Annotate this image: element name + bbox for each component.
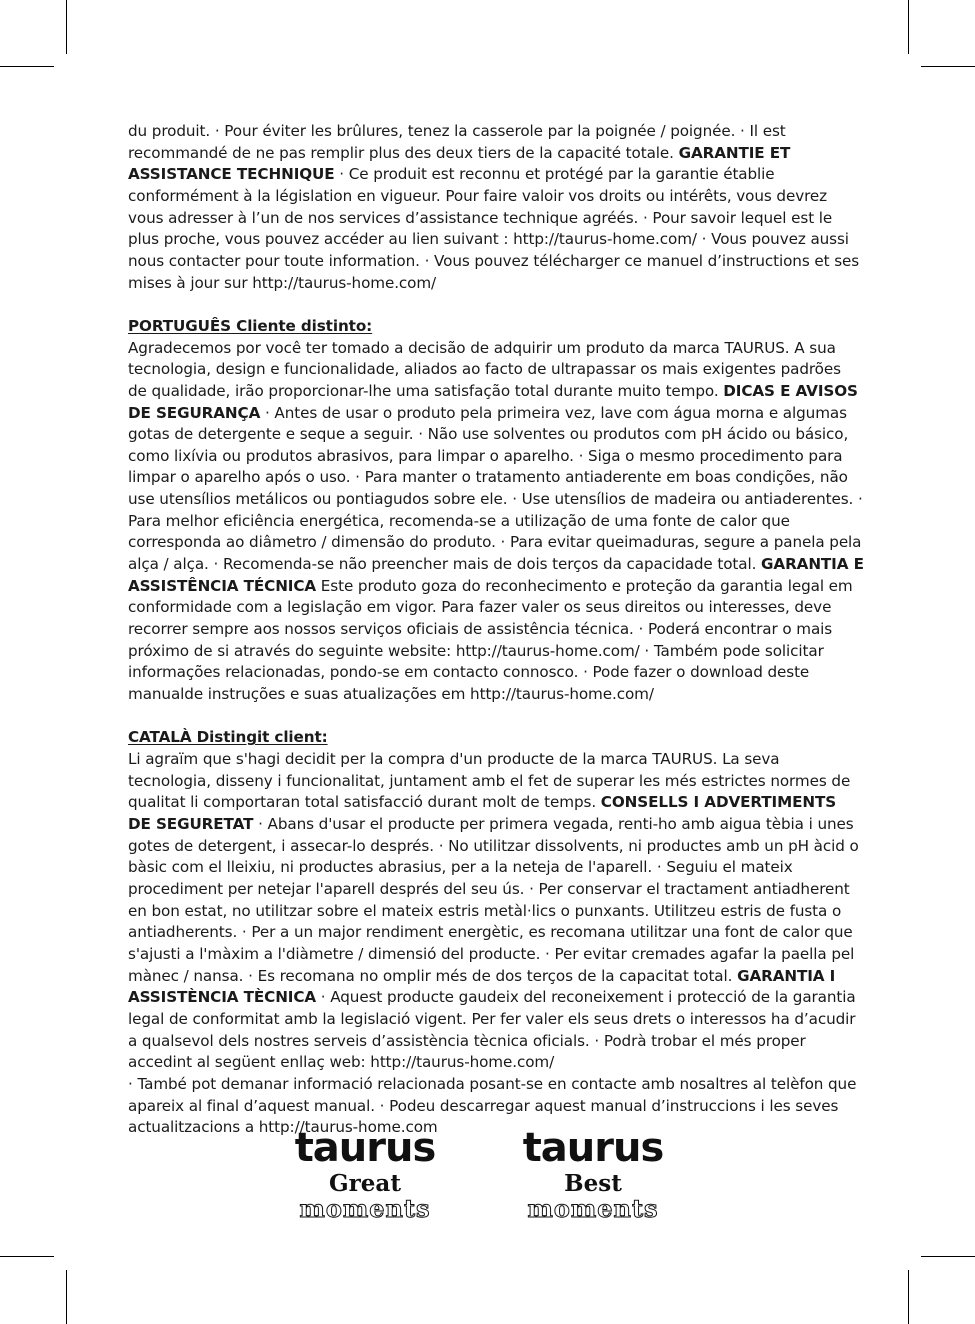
crop-mark-top-left-v bbox=[66, 0, 67, 54]
section-bold-heading: GARANTIA E ASSISTÊNCIA TÉCNICA bbox=[128, 555, 864, 595]
crop-mark-top-right-h bbox=[921, 66, 975, 67]
portuguese-heading bbox=[128, 316, 864, 338]
crop-mark-bottom-right-v bbox=[908, 1270, 909, 1324]
body-text-run: du produit. · Pour éviter les brûlures, tenez la casserole par la poignée / poignée. · Il est recommandé de ne pas remplir plus des deux tiers de la capacité totale. bbox=[128, 122, 786, 162]
logo-tagline-top: Best bbox=[564, 1170, 622, 1197]
manual-text bbox=[128, 121, 864, 1139]
catalan-heading-text: CATALÀ Distingit client: bbox=[128, 728, 328, 747]
section-bold-heading: DICAS E AVISOS DE SEGURANÇA bbox=[128, 381, 858, 422]
logo-tagline-bottom: moments bbox=[299, 1194, 431, 1223]
body-text-run: · Antes de usar o produto pela primeira vez, lave com água morna e algumas gotas de detergente e seque a seguir. · Não use solventes ou produtos com pH ácido ou básico, como lixívia ou produtos abrasivos, para limpar o aparelho. · Siga o mesmo procedimento para limpar o aparelho após o uso. · Para manter o tratamento antiaderente em boas condições, não use utensílios metálicos ou pontiagudos sobre ele. · Use utensílios de madeira ou antiaderentes. · Para melhor eficiência energética, recomenda-se a utilização de uma fonte de calor que corresponda ao diâmetro / dimensão do produto. · Para evitar queimaduras, segure a panela pela alça / alça. · Recomenda-se não preencher mais de dois terços da capacidade total. bbox=[128, 403, 863, 574]
french-section-tail bbox=[128, 121, 864, 294]
body-text-run: Este produto goza do reconhecimento e proteção da garantia legal em conformidade com a legislação em vigor. Para fazer valer os seus direitos ou interesses, deve recorrer sempre aos nossos serviços oficiais de assistência técnica. · Poderá encontrar o mais próximo de si através do seguinte website: http://taurus-home.com/ · Também pode solicitar informações relacionadas, pondo-se em contacto connosco. · Pode fazer o download deste manualde instruções e suas atualizações em http://taurus-home.com/ bbox=[128, 576, 853, 704]
body-text-run: Agradecemos por você ter tomado a decisão de adquirir um produto da marca TAURUS. A sua tecnologia, design e funcionalidade, aliados ao facto de ultrapassar os mais exigentes padrões de qualidade, irão proporcionar-lhe uma satisfação total durante muito tempo. bbox=[128, 338, 841, 400]
catalan-heading bbox=[128, 727, 864, 749]
section-bold-heading: CONSELLS I ADVERTIMENTS DE SEGURETAT bbox=[128, 793, 837, 833]
body-text-run: · Aquest producte gaudeix del reconeixement i protecció de la garantia legal de conformitat amb la legislació vigent. Per fer valer els seus drets o interessos ha d’acudir a qualsevol dels nostres serveis d’assistència tècnica oficials. · Podrà trobar el més proper accedint al següent enllaç web: http://taurus-home.com/ bbox=[128, 988, 856, 1072]
section-bold-heading: GARANTIA I ASSISTÈNCIA TÈCNICA bbox=[128, 966, 836, 1007]
crop-mark-bottom-left-h bbox=[0, 1256, 54, 1257]
body-text-run: · També pot demanar informació relacionada posant-se en contacte amb nosaltres al telèfon que apareix al final d’aquest manual. · Podeu descarregar aquest manual d’instruccions i les seves actualitzacions a http://taurus-home.com bbox=[128, 1074, 857, 1137]
catalan-body bbox=[128, 749, 864, 1139]
crop-mark-top-right-v bbox=[908, 0, 909, 54]
section-bold-heading: GARANTIE ET ASSISTANCE TECHNIQUE bbox=[128, 143, 791, 184]
portuguese-body bbox=[128, 338, 864, 706]
taurus-best-moments-logo bbox=[508, 1125, 678, 1223]
taurus-great-moments-logo bbox=[280, 1125, 450, 1223]
crop-mark-bottom-left-v bbox=[66, 1270, 67, 1324]
body-text-run: Li agraïm que s'hagi decidit per la compra d'un producte de la marca TAURUS. La seva tecnologia, disseny i funcionalitat, juntament amb el fet de superar les més estrictes normes de qualitat li comportaran total satisfacció durant molt de temps. bbox=[128, 750, 851, 812]
taurus-brand-wordmark: taurus bbox=[294, 1125, 436, 1171]
logo-tagline-bottom: moments bbox=[527, 1194, 659, 1223]
crop-mark-bottom-right-h bbox=[921, 1256, 975, 1257]
crop-mark-top-left-h bbox=[0, 66, 54, 67]
body-text-run: · Abans d'usar el producte per primera vegada, renti-ho amb aigua tèbia i unes gotes de detergent, i assecar-lo després. · No utilitzar dissolvents, ni productes amb un pH àcid o bàsic com el lleixiu, ni productes abrasius, per a la neteja de l'aparell. · Seguiu el mateix procediment per netejar l'aparell després del seu ús. · Per conservar el tractament antiadherent en bon estat, no utilitzar sobre el mateix estris metàl·lics o punxants. Utilitzeu estris de fusta o antiadherents. · Per a un major rendiment energètic, es recomana utilitzar una font de calor que s'ajusti a l'màxim a l'diàmetre / dimensió del producte. · Per evitar cremades agafar la paella pel mànec / nansa. · Es recomana no omplir més de dos terços de la capacitat total. bbox=[128, 814, 859, 985]
portuguese-heading-text: PORTUGUÊS Cliente distinto: bbox=[128, 316, 373, 335]
taurus-brand-wordmark: taurus bbox=[522, 1125, 664, 1171]
logo-tagline-top: Great bbox=[329, 1170, 401, 1197]
body-text-run: · Ce produit est reconnu et protégé par la garantie établie conformément à la législation en vigueur. Pour faire valoir vos droits ou intérêts, vous devrez vous adresser à l’un de nos services d’assistance technique agréés. · Pour savoir lequel est le plus proche, vous pouvez accéder au lien suivant : http://taurus-home.com/ · Vous pouvez aussi nous contacter pour toute information. · Vous pouvez télécharger ce manuel d’instructions et ses mises à jour sur http://taurus-home.com/ bbox=[128, 165, 860, 292]
